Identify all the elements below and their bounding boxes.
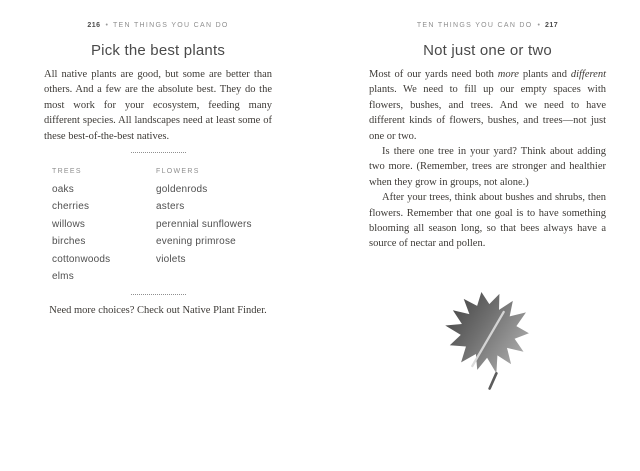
left-paragraph: All native plants are good, but some are better than others. And a few are the absolute best. They do the most work for your ecosystem, feeding many different species. All landscapes need at least some of these best-of-the-best natives. [44,69,272,142]
left-footnote: Need more choices? Check out Native Plant Finder. [49,304,267,316]
tree-cell: oaks [52,183,74,195]
dotted-divider [131,152,186,153]
right-paragraph-1 [369,67,606,144]
right-running-head [369,22,606,29]
left-page-number: 216 [87,22,101,29]
maple-leaf-icon [429,281,546,396]
table-row [52,216,272,234]
left-section-title: Pick the best plants [90,42,226,59]
plant-table [44,163,272,286]
tree-cell: cherries [52,201,90,213]
left-running-head [44,22,272,29]
right-book-title: TEN THINGS YOU CAN DO [416,22,533,29]
tree-cell: elms [52,271,74,283]
text-run: Most of our yards need both [369,69,498,80]
table-row [52,251,272,269]
flower-cell: goldenrods [156,183,208,195]
flower-cell: perennial sunflowers [156,218,252,230]
right-section-title: Not just one or two [423,42,552,59]
flowers-column-header: FLOWERS [156,168,200,176]
right-paragraph-2: Is there one tree in your yard? Think about adding two more. (Remember, trees are stronger and healthier when they grow in groups, not alone.) [369,146,606,188]
left-body-text [44,67,272,144]
dotted-divider [131,294,186,295]
text-run: plants. We need to fill up our empty spaces with flowers, bushes, and trees. And we need to have different kinds of flowers, bushes, and trees—not just one or two. [369,84,606,142]
left-book-title: TEN THINGS YOU CAN DO [112,22,229,29]
header-bullet-separator: • [537,22,540,29]
header-bullet-separator: • [105,22,108,29]
left-page [44,0,272,316]
right-body-text [369,67,606,252]
italic-text-run: more [497,69,519,80]
right-page-number: 217 [545,22,559,29]
right-paragraph-3: After your trees, think about bushes and shrubs, then flowers. Remember that one goal is to have something blooming all season long, so that bees always have a source of nectar and pollen. [369,192,606,250]
flower-cell: evening primrose [156,236,236,248]
text-run: plants and [518,69,571,80]
flower-cell: violets [156,253,186,265]
tree-cell: birches [52,236,86,248]
tree-cell: willows [52,218,86,230]
table-row [52,268,272,286]
maple-leaf-illustration [369,288,606,390]
table-row [52,181,272,199]
trees-column-header: TREES [52,168,82,176]
right-page [369,0,606,390]
table-row [52,198,272,216]
table-row [52,233,272,251]
flower-cell: asters [156,201,185,213]
tree-cell: cottonwoods [52,253,111,265]
plant-table-header-row [52,163,272,181]
italic-text-run: different [570,69,606,80]
